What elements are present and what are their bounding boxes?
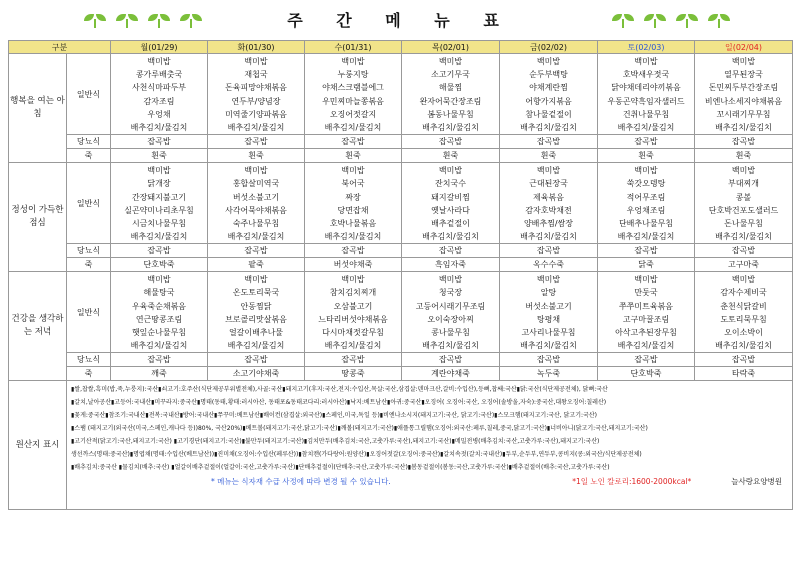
porridge-menu-cell: 흑임자죽 xyxy=(402,258,500,272)
menu-item: 제육볶음 xyxy=(533,192,564,202)
menu-item: 안동찜닭 xyxy=(240,301,272,311)
porridge-menu-cell: 팥죽 xyxy=(208,258,305,272)
menu-item: 해물찜 xyxy=(438,83,463,93)
menu-item: 알탕 xyxy=(540,288,557,298)
header-day-mon: 월(01/29) xyxy=(111,41,208,54)
diabetic-meal-row xyxy=(9,244,793,258)
menu-item: 콩가루배춧국 xyxy=(135,70,183,80)
general-meal-row xyxy=(9,163,793,244)
diabetic-menu-cell: 잡곡밥 xyxy=(305,353,402,367)
menu-item: 배추김치/물김치 xyxy=(520,341,577,351)
porridge-menu-cell: 타락죽 xyxy=(695,367,793,381)
day-menu-cell xyxy=(695,272,793,353)
menu-item: 부대찌개 xyxy=(728,179,759,189)
day-menu-cell xyxy=(208,163,305,244)
menu-item: 배추김치/물김치 xyxy=(422,341,479,351)
menu-item: 어향가지볶음 xyxy=(525,96,572,106)
day-menu-cell xyxy=(208,272,305,353)
menu-item: 백미밥 xyxy=(634,275,658,285)
menu-item: 백미밥 xyxy=(536,166,561,176)
menu-item: 돈육피망야채볶음 xyxy=(225,83,287,93)
porridge-menu-cell: 흰죽 xyxy=(500,149,598,163)
diabetic-diet-label: 당뇨식 xyxy=(67,244,111,258)
hospital-name: 늘사랑요양병원 xyxy=(731,477,782,487)
menu-item: 고구마꿀조림 xyxy=(622,314,670,324)
porridge-menu-cell: 흰죽 xyxy=(305,149,402,163)
menu-item: 쭈쭈미트육볶음 xyxy=(618,301,674,311)
porridge-menu-cell: 옥수수죽 xyxy=(500,258,598,272)
title-bar xyxy=(0,0,800,40)
menu-item: 감자호박채전 xyxy=(525,205,572,215)
menu-item: 호박나물볶음 xyxy=(329,218,377,228)
meal-section-label: 건강을 생각하는 저녁 xyxy=(9,272,67,381)
menu-item: 오이숙장아찌 xyxy=(427,314,474,324)
menu-item: 쑥갓오뎅탕 xyxy=(626,179,666,189)
menu-item: 간장돼지불고기 xyxy=(131,192,187,202)
menu-item: 홍합살미역국 xyxy=(232,179,280,189)
menu-item: 백미밥 xyxy=(341,57,365,66)
menu-item: 춘천식닭갈비 xyxy=(720,301,767,311)
menu-item: 배추김치/물김치 xyxy=(617,341,675,351)
menu-item: 단호박건포도샐러드 xyxy=(708,205,779,215)
menu-item: 짜장 xyxy=(345,192,361,202)
porridge-meal-row xyxy=(9,149,793,163)
menu-item: 배추김치/물김치 xyxy=(130,232,188,242)
menu-item: 누룽지탕 xyxy=(337,70,369,80)
menu-item: 백미밥 xyxy=(341,275,365,285)
diabetic-menu-cell: 잡곡밥 xyxy=(208,135,305,149)
general-diet-label: 일반식 xyxy=(67,54,111,135)
day-menu-cell xyxy=(208,54,305,135)
day-menu-cell xyxy=(695,54,793,135)
menu-item: 야채계란찜 xyxy=(529,83,568,93)
menu-item: 북어국 xyxy=(341,179,365,189)
menu-item: 완자어묵간장조림 xyxy=(419,96,482,106)
menu-item: 배추겉절이 xyxy=(431,218,470,228)
menu-item: 배추김치/물김치 xyxy=(422,122,479,132)
porridge-diet-label: 죽 xyxy=(67,258,111,272)
origin-line: 생선까스(명태:중국산)▮명엽채(명태:수입산(베트남산))▮진미채(오징어:수입산(페루산))▮참치캔(가다랑어:원양산)▮오징어젓갈(오징어:중국산)▮갈치속젓(갈치:국내산)▮두부,순두부,연두부,콩비지(콩:외국산/식단제공전체) xyxy=(71,451,642,459)
menu-item: 우엉채조림 xyxy=(626,205,666,215)
porridge-menu-cell: 흰죽 xyxy=(598,149,695,163)
menu-item: 순두부백탕 xyxy=(529,70,568,80)
menu-item: 백미밥 xyxy=(147,275,171,285)
menu-item: 다시마채젓갈무침 xyxy=(322,328,384,337)
menu-item: 닭개장 xyxy=(147,179,171,189)
sprout-icon xyxy=(676,12,698,28)
header-row xyxy=(9,41,793,54)
menu-item: 감자조림 xyxy=(143,96,175,106)
menu-item: 양배추찜/쌈장 xyxy=(523,218,574,228)
menu-item: 건취나물무침 xyxy=(622,109,670,119)
header-day-fri: 금(02/02) xyxy=(500,41,598,54)
menu-item: 비엔나소세지야채볶음 xyxy=(704,96,783,106)
menu-body xyxy=(9,54,793,381)
day-menu-cell xyxy=(695,163,793,244)
diabetic-menu-cell: 잡곡밥 xyxy=(208,244,305,258)
origin-line: ▮갈치,날아공산▮고등어:국내산▮미꾸라지:중국산▮명태(동태,황태:러시아산, 동태포&동태코다리:러시아산)▮낙지:베트남산▮아귀:중국산▮오징어( 오징어:국산, 오징어(솔방울,자숙):중국산,대왕오징어:칠레산) xyxy=(71,399,607,407)
meal-section-label: 정성이 가득한 점심 xyxy=(9,163,67,272)
menu-item: 백미밥 xyxy=(634,166,658,176)
porridge-diet-label: 죽 xyxy=(67,149,111,163)
porridge-menu-cell: 소고기야채죽 xyxy=(208,367,305,381)
menu-item: 잔치국수 xyxy=(435,179,466,189)
header-day-tue: 화(01/30) xyxy=(208,41,305,54)
porridge-menu-cell: 녹두죽 xyxy=(500,367,598,381)
diabetic-meal-row xyxy=(9,353,793,367)
porridge-meal-row xyxy=(9,367,793,381)
menu-item: 고사리나물무침 xyxy=(521,328,576,337)
day-menu-cell xyxy=(111,54,208,135)
menu-item: 배추김치/물김치 xyxy=(324,341,382,351)
porridge-menu-cell: 땅콩죽 xyxy=(305,367,402,381)
menu-item: 배추김치/물김치 xyxy=(227,232,285,242)
porridge-menu-cell: 고구마죽 xyxy=(695,258,793,272)
menu-item: 백미밥 xyxy=(731,166,756,176)
menu-item: 근대된장국 xyxy=(529,179,568,189)
calorie-note: *1일 노인 칼로리:1600-2000kcal* xyxy=(572,477,692,487)
menu-item: 느타리버섯야채볶음 xyxy=(318,314,388,324)
origin-line: ▮쌀,찹쌀,흑미(밥,죽,누룽지):국산▮쇠고기:호주산(식단제공부위별전체),사골:국산▮돼지고기(후지:국산,전지:수입산,목살:국산,삼겹살:덴마크산,갈비:수입산),등뼈,찹쌔:국산▮닭:국산(식단제공전체), 닭뼈:국산 xyxy=(71,386,608,394)
menu-item: 백미밥 xyxy=(147,166,171,176)
menu-item: 호박새우젓국 xyxy=(622,70,670,80)
menu-item: 참치김치찌개 xyxy=(329,288,377,298)
menu-item: 백미밥 xyxy=(147,57,171,66)
porridge-menu-cell: 흰죽 xyxy=(402,149,500,163)
day-menu-cell xyxy=(305,54,402,135)
diabetic-menu-cell: 잡곡밥 xyxy=(305,244,402,258)
sprout-icon xyxy=(612,12,634,28)
origin-line: ▮고기산적(닭고기:국산,돼지고기:국산) ▮고기경단(돼지고기:국산)▮불만두(돼지고기:국산)▮김치만두(배추김치:국산,고춧가루:국산),돼지고기:국산)▮메밀전병(배추김치:국산,고춧가루:국산),돼지고기:국산) xyxy=(71,438,600,446)
menu-item: 우민찌마늘쫑볶음 xyxy=(322,96,384,106)
page-title: 주 간 메 뉴 표 xyxy=(287,11,513,30)
menu-item: 청국장 xyxy=(438,288,463,298)
porridge-menu-cell: 닭죽 xyxy=(598,258,695,272)
menu-item: 적어무조림 xyxy=(626,192,666,202)
porridge-meal-row xyxy=(9,258,793,272)
general-meal-row xyxy=(9,272,793,353)
menu-item: 오징어젓갈지 xyxy=(329,109,377,119)
menu-item: 얼갈이배추나물 xyxy=(228,328,284,337)
menu-item: 배추김치/물김치 xyxy=(324,232,382,242)
diabetic-menu-cell: 잡곡밥 xyxy=(598,353,695,367)
menu-item: 해물탕국 xyxy=(143,288,175,298)
menu-item: 열무된장국 xyxy=(724,70,763,80)
diabetic-meal-row xyxy=(9,135,793,149)
header-category: 구분 xyxy=(9,41,111,54)
menu-item: 봄동나물무침 xyxy=(427,109,474,119)
menu-item: 우육죽순채볶음 xyxy=(131,301,187,311)
menu-item: 배추김치/물김치 xyxy=(130,341,188,351)
sprout-icon xyxy=(708,12,730,28)
menu-item: 배추김치/물김치 xyxy=(715,232,772,242)
menu-item: 아삭고추된장무침 xyxy=(615,328,677,337)
menu-item: 닭야채데리야끼볶음 xyxy=(611,83,681,93)
diabetic-menu-cell: 잡곡밥 xyxy=(208,353,305,367)
menu-item: 재첩국 xyxy=(244,70,268,80)
weekly-menu-table xyxy=(8,40,793,510)
menu-item: 숙주나물무침 xyxy=(232,218,280,228)
menu-item: 배추김치/물김치 xyxy=(422,232,479,242)
menu-item: 당면잡채 xyxy=(337,205,369,215)
day-menu-cell xyxy=(111,163,208,244)
menu-item: 참나물겉절이 xyxy=(525,109,572,119)
diabetic-menu-cell: 잡곡밥 xyxy=(598,135,695,149)
origin-footer xyxy=(71,475,788,488)
day-menu-cell xyxy=(500,163,598,244)
menu-item: 고등어시래기무조림 xyxy=(415,301,486,311)
menu-item: 미역줄기양파볶음 xyxy=(225,109,287,119)
sprout-decoration-right xyxy=(612,12,730,28)
general-meal-row xyxy=(9,54,793,135)
menu-item: 백미밥 xyxy=(244,275,268,285)
diabetic-menu-cell: 잡곡밥 xyxy=(402,353,500,367)
menu-item: 배추김치/물김치 xyxy=(715,341,772,351)
menu-item: 시금치나물무침 xyxy=(131,218,187,228)
menu-item: 브로콜리맛살볶음 xyxy=(225,314,287,324)
origin-row xyxy=(9,381,793,510)
diabetic-diet-label: 당뇨식 xyxy=(67,135,111,149)
day-menu-cell xyxy=(500,272,598,353)
menu-item: 배추김치/물김치 xyxy=(227,122,285,132)
porridge-diet-label: 죽 xyxy=(67,367,111,381)
porridge-menu-cell: 단호박죽 xyxy=(598,367,695,381)
day-menu-cell xyxy=(111,272,208,353)
diabetic-menu-cell: 잡곡밥 xyxy=(695,135,793,149)
general-diet-label: 일반식 xyxy=(67,272,111,353)
menu-item: 우동곤약흑임자샐러드 xyxy=(607,96,685,106)
menu-item: 배추김치/물김치 xyxy=(227,341,285,351)
menu-item: 연두부/양념장 xyxy=(231,96,281,106)
porridge-menu-cell: 흰죽 xyxy=(208,149,305,163)
menu-item: 배추김치/물김치 xyxy=(617,232,675,242)
porridge-menu-cell: 흰죽 xyxy=(695,149,793,163)
header-day-thu: 목(02/01) xyxy=(402,41,500,54)
menu-item: 백미밥 xyxy=(438,275,463,285)
diabetic-menu-cell: 잡곡밥 xyxy=(695,353,793,367)
menu-item: 햇잎순나물무침 xyxy=(131,328,187,337)
menu-item: 도토리묵무침 xyxy=(720,314,767,324)
day-menu-cell xyxy=(305,163,402,244)
diabetic-menu-cell: 잡곡밥 xyxy=(111,135,208,149)
menu-item: 우엉채 xyxy=(147,109,171,119)
diabetic-menu-cell: 잡곡밥 xyxy=(500,353,598,367)
origin-line: ▮배추김치:중국산 ▮물김치(배추:국산) ▮얼갈이배추겉절이(얼갈이:국산,고춧가루:국산)▮단배추겉절이(단배추:국산,고춧가루:국산)▮봄동겉절이(봄동:국산,고춧가루:국산)▮배추겉절이(배추:국산,고춧가루:국산) xyxy=(71,464,610,472)
menu-item: 배추김치/물김치 xyxy=(520,232,577,242)
day-menu-cell xyxy=(305,272,402,353)
header-day-sun: 일(02/04) xyxy=(695,41,793,54)
menu-item: 사천식마파두부 xyxy=(131,83,187,93)
menu-item: 백미밥 xyxy=(536,275,561,285)
menu-item: 오삼불고기 xyxy=(333,301,373,311)
diabetic-menu-cell: 잡곡밥 xyxy=(695,244,793,258)
diabetic-menu-cell: 잡곡밥 xyxy=(500,135,598,149)
menu-item: 백미밥 xyxy=(634,57,658,66)
menu-item: 꼬시래기무무침 xyxy=(716,109,771,119)
menu-item: 사각어묵야채볶음 xyxy=(225,205,287,215)
menu-item: 백미밥 xyxy=(244,166,268,176)
menu-item: 버섯소불고기 xyxy=(232,192,280,202)
menu-item: 소고기무국 xyxy=(431,70,470,80)
menu-item: 백미밥 xyxy=(731,57,756,66)
menu-item: 만둣국 xyxy=(634,288,658,298)
menu-item: 백미밥 xyxy=(341,166,365,176)
sprout-icon xyxy=(644,12,666,28)
porridge-menu-cell: 계란야채죽 xyxy=(402,367,500,381)
menu-item: 콩나물무침 xyxy=(431,328,470,337)
diabetic-menu-cell: 잡곡밥 xyxy=(500,244,598,258)
menu-item: 버섯소불고기 xyxy=(525,301,572,311)
porridge-menu-cell: 흰죽 xyxy=(111,149,208,163)
menu-item: 배추김치/물김치 xyxy=(520,122,577,132)
menu-item: 배추김치/물김치 xyxy=(715,122,772,132)
menu-item: 야채스크램블에그 xyxy=(322,83,384,93)
header-day-wed: 수(01/31) xyxy=(305,41,402,54)
diabetic-menu-cell: 잡곡밥 xyxy=(598,244,695,258)
origin-label: 원산지 표시 xyxy=(9,381,67,510)
menu-item: 옛날사라다 xyxy=(431,205,470,215)
menu-item: 실곤약미나리초무침 xyxy=(124,205,194,215)
diabetic-menu-cell: 잡곡밥 xyxy=(402,135,500,149)
day-menu-cell xyxy=(402,54,500,135)
menu-item: 돈민찌두부간장조림 xyxy=(708,83,779,93)
diabetic-menu-cell: 잡곡밥 xyxy=(305,135,402,149)
menu-item: 오이소박이 xyxy=(724,328,763,337)
porridge-menu-cell: 버섯야채죽 xyxy=(305,258,402,272)
menu-item: 백미밥 xyxy=(244,57,268,66)
menu-item: 배추김치/물김치 xyxy=(617,122,675,132)
day-menu-cell xyxy=(402,163,500,244)
menu-change-note: * 메뉴는 식자재 수급 사정에 따라 변경 될 수 있습니다. xyxy=(211,477,391,487)
diabetic-diet-label: 당뇨식 xyxy=(67,353,111,367)
origin-text xyxy=(67,381,793,510)
menu-item: 온도토리묵국 xyxy=(232,288,280,298)
menu-item: 돈나물무침 xyxy=(724,218,763,228)
menu-item: 감자수제비국 xyxy=(720,288,767,298)
porridge-menu-cell: 단호박죽 xyxy=(111,258,208,272)
day-menu-cell xyxy=(598,272,695,353)
origin-line: ▮스팸 (돼지고기(외국산(미국,스페인,캐나다 등))80%, 국산20%)▮베트볼(돼지고기:국산,닭고기:국산)▮깨볼(돼지고기:국산)▮애플통그릴햄(오징어:외국산:페루,칠레,중국,닭고기:국산)▮너비아니(닭고기:국산,돼지고기:국산) xyxy=(71,425,648,433)
day-menu-cell xyxy=(402,272,500,353)
origin-line: ▮꽃게:중국산▮참조기:국내산▮전복:국내산▮방어:국내산▮쭈꾸미:베트남산▮배이컨(삼겹살:외국산)▮스페인,미국,독일 등)▮비엔나소시지(돼지고기:국산, 닭고기:국산)▮스모크햄(돼지고기:국산, 닭고기:국산) xyxy=(71,412,597,420)
menu-item: 단배추나물무침 xyxy=(618,218,674,228)
menu-item: 백미밥 xyxy=(731,275,756,285)
general-diet-label: 일반식 xyxy=(67,163,111,244)
menu-item: 탕평채 xyxy=(536,314,561,324)
menu-item: 배추김치/물김치 xyxy=(324,122,382,132)
menu-item: 돼지갈비찜 xyxy=(431,192,470,202)
header-day-sat: 토(02/03) xyxy=(598,41,695,54)
day-menu-cell xyxy=(598,54,695,135)
meal-section-label: 행복을 여는 아침 xyxy=(9,54,67,163)
menu-item: 연근땅콩조림 xyxy=(135,314,183,324)
menu-item: 백미밥 xyxy=(536,57,561,66)
diabetic-menu-cell: 잡곡밥 xyxy=(111,353,208,367)
menu-item: 백미밥 xyxy=(438,166,463,176)
diabetic-menu-cell: 잡곡밥 xyxy=(402,244,500,258)
day-menu-cell xyxy=(500,54,598,135)
porridge-menu-cell: 깨죽 xyxy=(111,367,208,381)
menu-item: 콩볼 xyxy=(735,192,752,202)
menu-item: 백미밥 xyxy=(438,57,463,66)
diabetic-menu-cell: 잡곡밥 xyxy=(111,244,208,258)
menu-item: 배추김치/물김치 xyxy=(130,122,188,132)
day-menu-cell xyxy=(598,163,695,244)
